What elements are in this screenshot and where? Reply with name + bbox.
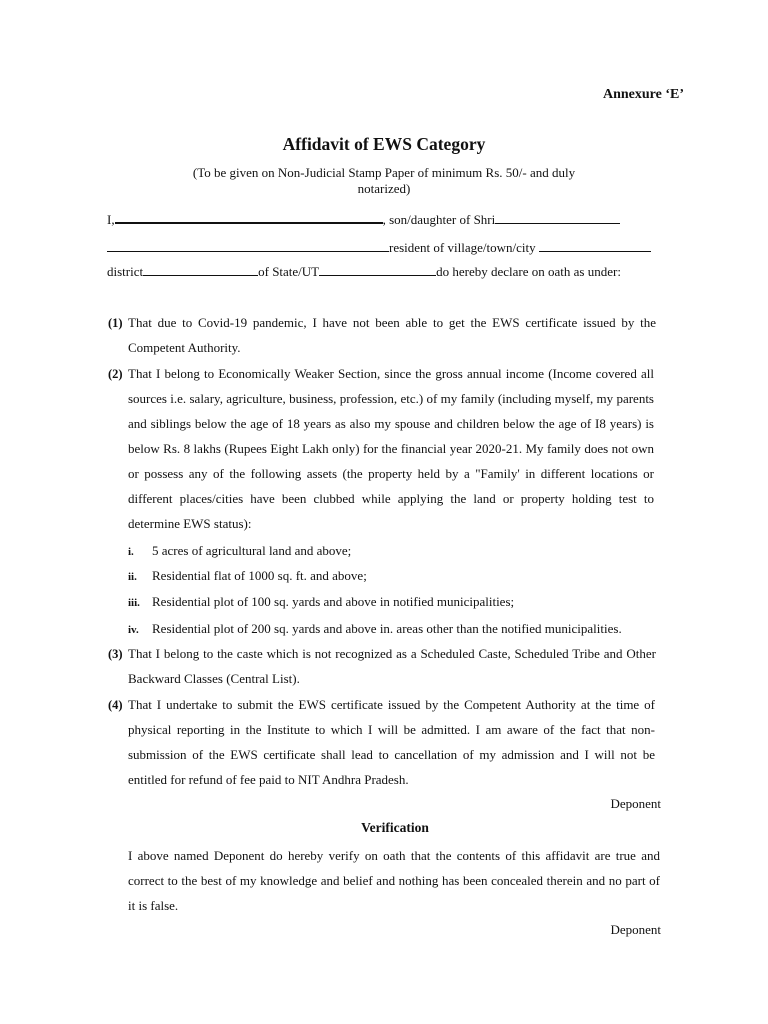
name-blank <box>115 221 383 224</box>
subitem-number: iii. <box>128 597 140 609</box>
village-blank <box>539 250 651 252</box>
son-daughter-label: , son/daughter of Shri <box>382 212 496 227</box>
subitem-number: ii. <box>128 571 137 583</box>
district-label: district <box>107 264 144 279</box>
subitem-text: Residential plot of 100 sq. yards and above in notified municipalities; <box>152 594 515 609</box>
fill-line-2 <box>107 240 651 256</box>
item-number: (1) <box>108 316 123 330</box>
district-blank <box>143 274 258 276</box>
state-blank <box>319 274 436 276</box>
item-text: That I belong to Economically Weaker Section, since the gross annual income (Income covered all sources i.e. salary, agriculture, business, profession, etc.) of my family (including myself, my parents and siblings below the age of 18 years as also my spouse and children below the age of I8 years) is below Rs. 8 lakhs (Rupees Eight Lakh only) for the financial year 2020-21. My family does not own or possess any of the following assets (the property held by a "Family' in different locations or different places/cities have been clubbed while applying the land or property holding test to determine EWS status): <box>128 366 654 531</box>
subitem-number: iv. <box>128 624 139 636</box>
verification-heading: Verification <box>361 820 429 835</box>
annexure-label: Annexure ‘E’ <box>602 87 684 102</box>
fill-prefix-i: I, <box>107 212 115 227</box>
page-subtitle: (To be given on Non-Judicial Stamp Paper of minimum Rs. 50/- and duly notarized) <box>192 165 576 196</box>
item-number: (4) <box>108 698 123 712</box>
item-number: (2) <box>108 367 123 381</box>
item-number: (3) <box>108 647 123 661</box>
subitem-number: i. <box>128 546 134 558</box>
verification-text: I above named Deponent do hereby verify on oath that the contents of this affidavit are true and correct to the best of my knowledge and belief and nothing has been concealed therein and no part of it is false. <box>128 848 660 913</box>
father-name-blank <box>495 222 620 224</box>
page-title: Affidavit of EWS Category <box>282 134 486 154</box>
subitem-text: Residential plot of 200 sq. yards and above in. areas other than the notified municipalities. <box>152 621 622 636</box>
deponent-signature-label: Deponent <box>610 922 661 937</box>
resident-label: resident of village/town/city <box>389 240 536 255</box>
declare-label: do hereby declare on oath as under: <box>436 264 621 279</box>
subitem-text: 5 acres of agricultural land and above; <box>152 543 352 558</box>
state-label: of State/UT <box>258 264 320 279</box>
fill-line-1 <box>107 212 620 228</box>
deponent-signature-label: Deponent <box>610 796 661 811</box>
subitem-text: Residential flat of 1000 sq. ft. and above; <box>152 568 367 583</box>
item-text: That due to Covid-19 pandemic, I have not been able to get the EWS certificate issued by the Competent Authority. <box>128 315 656 355</box>
address-blank <box>107 250 389 252</box>
fill-line-3 <box>107 264 621 280</box>
item-text: That I undertake to submit the EWS certificate issued by the Competent Authority at the time of physical reporting in the Institute to which I will be admitted. I am aware of the fact that non-submission of the EWS certificate shall lead to cancellation of my admission and I will not be entitled for refund of fee paid to NIT Andhra Pradesh. <box>128 697 655 787</box>
item-text: That I belong to the caste which is not recognized as a Scheduled Caste, Scheduled Tribe and Other Backward Classes (Central List). <box>128 646 656 686</box>
